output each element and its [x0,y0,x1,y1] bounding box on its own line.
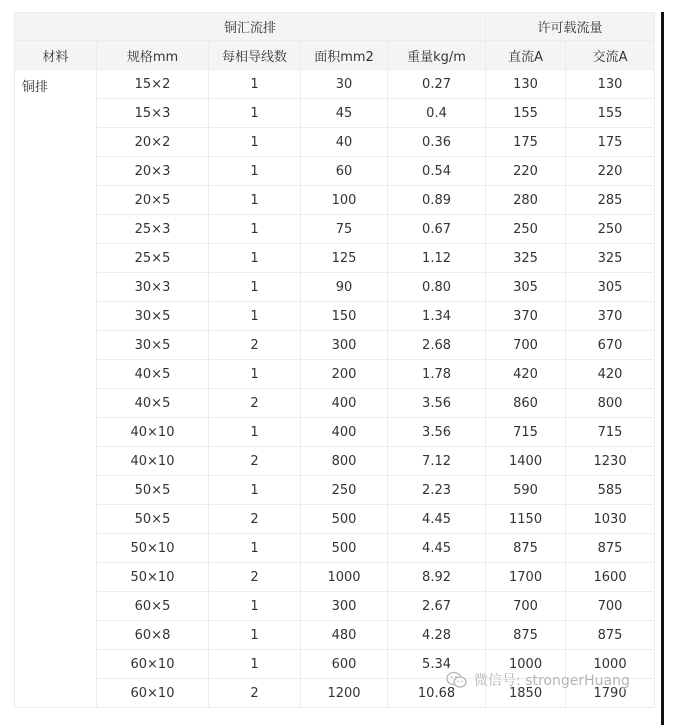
cell-dc-ampacity: 715 [486,418,566,447]
column-header-area: 面积mm2 [301,41,388,70]
table-header [15,13,655,70]
cell-weight: 0.80 [388,273,486,302]
cell-weight: 0.54 [388,157,486,186]
cell-dc-ampacity: 1700 [486,563,566,592]
cell-size: 30×5 [97,302,209,331]
cell-dc-ampacity: 1000 [486,650,566,679]
cell-size: 60×5 [97,592,209,621]
cell-size: 15×2 [97,70,209,99]
cell-area: 400 [301,418,388,447]
cell-weight: 0.67 [388,215,486,244]
cell-dc-ampacity: 700 [486,592,566,621]
cell-conductors-per-phase: 2 [209,331,301,360]
cell-area: 200 [301,360,388,389]
cell-conductors-per-phase: 2 [209,389,301,418]
table-body [15,70,655,708]
page-edge-rule [661,12,664,725]
cell-ac-ampacity: 585 [566,476,655,505]
cell-size: 25×3 [97,215,209,244]
cell-size: 50×5 [97,505,209,534]
cell-size: 40×10 [97,447,209,476]
cell-ac-ampacity: 1790 [566,679,655,708]
column-header-ac: 交流A [566,41,655,70]
cell-ac-ampacity: 1030 [566,505,655,534]
cell-size: 25×5 [97,244,209,273]
column-header-row [15,41,655,70]
cell-ac-ampacity: 285 [566,186,655,215]
cell-size: 30×3 [97,273,209,302]
table-row [15,70,655,99]
cell-conductors-per-phase: 1 [209,128,301,157]
table-row [15,360,655,389]
cell-dc-ampacity: 1850 [486,679,566,708]
cell-area: 40 [301,128,388,157]
cell-size: 60×10 [97,650,209,679]
cell-weight: 3.56 [388,389,486,418]
cell-size: 50×10 [97,534,209,563]
cell-area: 500 [301,534,388,563]
cell-dc-ampacity: 875 [486,621,566,650]
table-row [15,99,655,128]
cell-area: 300 [301,592,388,621]
column-header-size: 规格mm [97,41,209,70]
cell-dc-ampacity: 280 [486,186,566,215]
cell-ac-ampacity: 325 [566,244,655,273]
cell-conductors-per-phase: 1 [209,186,301,215]
wechat-watermark [446,668,630,692]
cell-conductors-per-phase: 1 [209,244,301,273]
table-row [15,215,655,244]
cell-ac-ampacity: 420 [566,360,655,389]
column-header-material: 材料 [15,41,97,70]
cell-weight: 1.12 [388,244,486,273]
cell-area: 45 [301,99,388,128]
column-header-conductors-per-phase: 每相导线数 [209,41,301,70]
cell-conductors-per-phase: 1 [209,476,301,505]
cell-dc-ampacity: 130 [486,70,566,99]
cell-ac-ampacity: 700 [566,592,655,621]
cell-size: 15×3 [97,99,209,128]
group-header-ampacity: 许可载流量 [486,13,655,41]
cell-weight: 3.56 [388,418,486,447]
cell-dc-ampacity: 175 [486,128,566,157]
cell-ac-ampacity: 305 [566,273,655,302]
cell-weight: 4.45 [388,505,486,534]
cell-weight: 2.68 [388,331,486,360]
cell-dc-ampacity: 420 [486,360,566,389]
watermark-text: 微信号: strongerHuang [474,673,630,689]
cell-weight: 8.92 [388,563,486,592]
cell-conductors-per-phase: 1 [209,157,301,186]
table-row [15,447,655,476]
cell-area: 150 [301,302,388,331]
cell-ac-ampacity: 875 [566,534,655,563]
cell-dc-ampacity: 1150 [486,505,566,534]
cell-weight: 0.36 [388,128,486,157]
cell-weight: 1.78 [388,360,486,389]
cell-area: 1000 [301,563,388,592]
cell-weight: 2.23 [388,476,486,505]
group-header-row [15,13,655,41]
group-header-busbar: 铜汇流排 [15,13,486,41]
cell-ac-ampacity: 670 [566,331,655,360]
cell-ac-ampacity: 175 [566,128,655,157]
cell-weight: 0.89 [388,186,486,215]
table-row [15,186,655,215]
cell-dc-ampacity: 325 [486,244,566,273]
cell-dc-ampacity: 220 [486,157,566,186]
cell-weight: 5.34 [388,650,486,679]
cell-size: 20×2 [97,128,209,157]
cell-area: 400 [301,389,388,418]
cell-area: 800 [301,447,388,476]
cell-conductors-per-phase: 1 [209,650,301,679]
cell-weight: 4.45 [388,534,486,563]
cell-size: 20×5 [97,186,209,215]
cell-area: 1200 [301,679,388,708]
cell-weight: 4.28 [388,621,486,650]
cell-conductors-per-phase: 2 [209,447,301,476]
cell-weight: 0.27 [388,70,486,99]
cell-conductors-per-phase: 2 [209,679,301,708]
material-cell: 铜排 [15,70,97,708]
table-row [15,331,655,360]
table-row [15,592,655,621]
cell-conductors-per-phase: 1 [209,534,301,563]
table-row [15,128,655,157]
cell-area: 125 [301,244,388,273]
cell-weight: 10.68 [388,679,486,708]
table-row [15,389,655,418]
cell-area: 500 [301,505,388,534]
table-row [15,621,655,650]
cell-ac-ampacity: 1000 [566,650,655,679]
cell-ac-ampacity: 875 [566,621,655,650]
cell-ac-ampacity: 370 [566,302,655,331]
cell-dc-ampacity: 700 [486,331,566,360]
cell-ac-ampacity: 220 [566,157,655,186]
cell-area: 100 [301,186,388,215]
table-row [15,418,655,447]
cell-conductors-per-phase: 1 [209,418,301,447]
cell-conductors-per-phase: 2 [209,505,301,534]
cell-size: 40×5 [97,389,209,418]
table-row [15,157,655,186]
cell-dc-ampacity: 370 [486,302,566,331]
cell-dc-ampacity: 875 [486,534,566,563]
column-header-weight: 重量kg/m [388,41,486,70]
cell-dc-ampacity: 860 [486,389,566,418]
cell-area: 250 [301,476,388,505]
cell-weight: 0.4 [388,99,486,128]
cell-size: 40×5 [97,360,209,389]
cell-conductors-per-phase: 1 [209,273,301,302]
table-row [15,505,655,534]
cell-size: 40×10 [97,418,209,447]
cell-area: 75 [301,215,388,244]
wechat-icon [446,671,467,689]
table-row [15,302,655,331]
cell-ac-ampacity: 155 [566,99,655,128]
cell-area: 480 [301,621,388,650]
cell-conductors-per-phase: 1 [209,621,301,650]
cell-ac-ampacity: 800 [566,389,655,418]
cell-size: 60×10 [97,679,209,708]
cell-dc-ampacity: 305 [486,273,566,302]
cell-area: 60 [301,157,388,186]
cell-area: 90 [301,273,388,302]
column-header-dc: 直流A [486,41,566,70]
cell-conductors-per-phase: 1 [209,215,301,244]
cell-weight: 1.34 [388,302,486,331]
table-row [15,244,655,273]
cell-conductors-per-phase: 1 [209,70,301,99]
cell-dc-ampacity: 155 [486,99,566,128]
cell-size: 50×5 [97,476,209,505]
cell-conductors-per-phase: 1 [209,592,301,621]
cell-conductors-per-phase: 1 [209,99,301,128]
cell-ac-ampacity: 1230 [566,447,655,476]
cell-size: 60×8 [97,621,209,650]
cell-size: 20×3 [97,157,209,186]
cell-ac-ampacity: 1600 [566,563,655,592]
copper-busbar-table [14,12,655,708]
cell-area: 600 [301,650,388,679]
table-row [15,563,655,592]
cell-weight: 7.12 [388,447,486,476]
cell-conductors-per-phase: 2 [209,563,301,592]
cell-area: 300 [301,331,388,360]
table-row [15,534,655,563]
cell-ac-ampacity: 130 [566,70,655,99]
cell-ac-ampacity: 715 [566,418,655,447]
cell-ac-ampacity: 250 [566,215,655,244]
cell-dc-ampacity: 1400 [486,447,566,476]
table-row [15,273,655,302]
cell-area: 30 [301,70,388,99]
table-row [15,476,655,505]
cell-weight: 2.67 [388,592,486,621]
cell-dc-ampacity: 250 [486,215,566,244]
cell-dc-ampacity: 590 [486,476,566,505]
cell-size: 30×5 [97,331,209,360]
cell-conductors-per-phase: 1 [209,360,301,389]
cell-conductors-per-phase: 1 [209,302,301,331]
cell-size: 50×10 [97,563,209,592]
